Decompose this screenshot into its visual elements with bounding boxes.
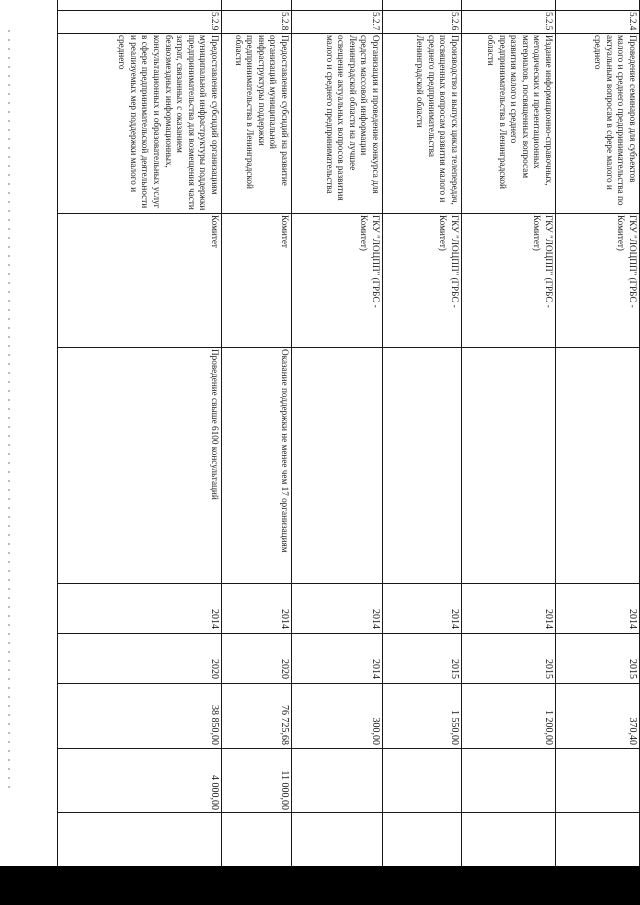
row-total-amount: 1 550,00 [449,710,460,745]
row-executor: Комитет [210,215,220,248]
row-executor: ГКУ "ЛОЦПП" (ГРБС - Комитет) [438,215,460,308]
row-indicator [294,349,381,581]
row-end-year: 2015 [449,659,460,679]
row-indicator [385,349,460,581]
row-start-year: 2014 [209,609,220,629]
row-year-amount: 4 000,00 [209,775,220,810]
row-end-year: 2015 [543,659,554,679]
row-code: 5.2.9 [210,12,220,31]
row-total-amount: 300,00 [370,717,381,745]
row-code: 5.2.4 [628,12,638,31]
row-total-amount: 38 850,00 [209,705,220,745]
row-code: 5.2.7 [371,12,381,31]
row-indicator [464,349,554,581]
column-divider [58,33,640,34]
row-end-year: 2015 [627,659,638,679]
row-executor: ГКУ "ЛОЦПП" (ГРБС - Комитет) [532,215,554,308]
table-border-line [221,0,222,905]
column-divider [58,748,640,749]
row-executor: Комитет [280,215,290,248]
row-code: 5.2.8 [280,12,290,31]
column-divider [58,10,640,11]
row-year-amount: 11 000,00 [279,770,290,810]
row-start-year: 2014 [370,609,381,629]
column-divider [58,683,640,684]
row-name: Производство и выпуск цикла телепередач, посвященных вопросам развития малого и среднего предпринимательства Ленинградской области [415,35,460,205]
table-border-line [291,0,292,905]
row-end-year: 2020 [279,659,290,679]
row-total-amount: 370,40 [627,717,638,745]
column-divider [58,633,640,634]
row-indicator: Проведение свыше 6100 консультаций [210,349,220,500]
row-name: Проведение семинаров для субъектов малого и среднего предпринимательства по актуальным вопросам в сфере малого и среднего [593,35,638,206]
row-name: Предоставление субсидий на развитие организаций муниципальной инфраструктуры поддержки предпринимательства в Ленинградской области [233,35,290,189]
row-total-amount: 1 200,00 [543,710,554,745]
column-divider [58,583,640,584]
row-total-amount: 76 725,68 [279,705,290,745]
row-end-year: 2020 [209,659,220,679]
row-name: Издание информационно-справочных, методических и презентационных материалов, посвященных вопросам развития малого и среднего предпринимательства в Ленинградской области [486,35,554,189]
row-indicator: Оказание поддержки не менее чем 17 организациям [280,349,290,553]
scanner-bottom-band [0,866,640,905]
row-year-amount [385,750,460,810]
row-year-amount [464,750,554,810]
row-year-amount [294,750,381,810]
column-divider [58,347,640,348]
row-start-year: 2014 [279,609,290,629]
row-executor: ГКУ "ЛОЦПП" (ГРБС - Комитет) [616,215,638,308]
table-border-line [461,0,462,905]
row-start-year: 2014 [449,609,460,629]
row-name: Предоставление субсидий организациям муниципальной инфраструктуры поддержки предпринимательства для возмещения части затрат, связанных с оказанием безвозмездных информационных, консультационных и образовательных услуг в сфере предпринимательской деятельности и реализуемых мер поддержки малого и среднего [117,35,220,211]
row-year-amount [558,750,638,810]
row-end-year: 2014 [370,659,381,679]
table-border-line [382,0,383,905]
row-start-year: 2014 [627,609,638,629]
row-indicator [558,349,638,581]
column-divider [58,213,640,214]
table-border-line [555,0,556,905]
row-code: 5.2.5 [544,12,554,31]
row-name: Организация и проведение конкурса для средств массовой информации Ленинградской области на лучшее освещение актуальных вопросов развития малого и среднего предпринимательства [324,35,381,201]
table-border-line [57,0,58,905]
row-code: 5.2.6 [450,12,460,31]
row-start-year: 2014 [543,609,554,629]
column-divider [58,812,640,813]
row-executor: ГКУ "ЛОЦПП" (ГРБС - Комитет) [359,215,381,308]
